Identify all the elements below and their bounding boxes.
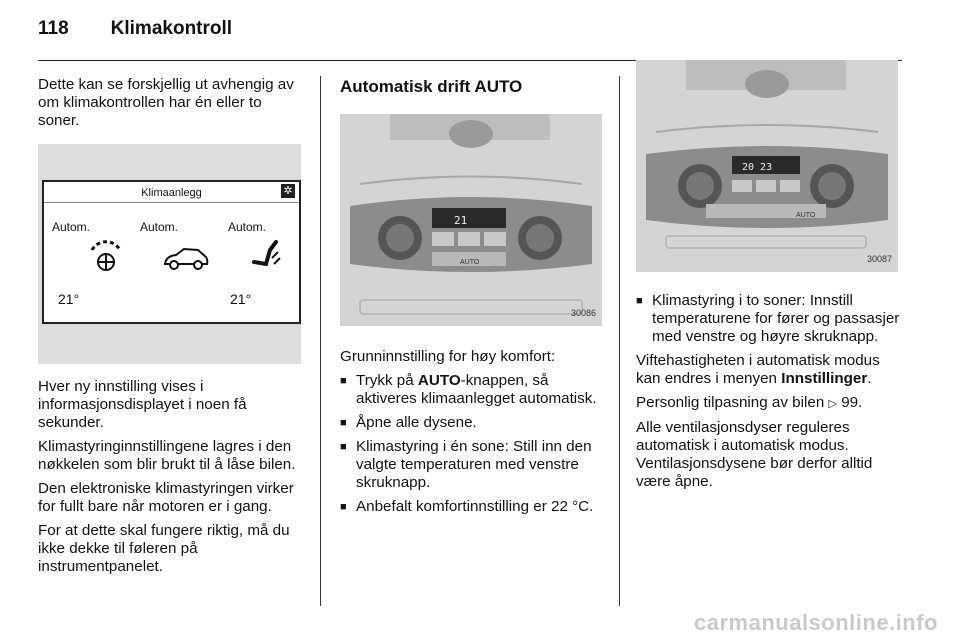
list-item: ■ Trykk på AUTO-knappen, så aktiveres klimaanlegget automatisk.	[340, 372, 605, 408]
paragraph-fan-speed: Viftehastigheten i automatisk modus kan endres i menyen Innstillinger.	[636, 352, 880, 387]
paragraph-3: Den elektroniske klimastyringen virker for fullt bare når motoren er i gang.	[38, 480, 294, 515]
column-1	[38, 76, 303, 582]
paragraph-2: Klimastyringinnstillingene lagres i den nøkkelen som blir brukt til å låse bilen.	[38, 438, 296, 473]
list-item: ■ Klimastyring i én sone: Still inn den valgte temperaturen med venstre skruknapp.	[340, 438, 605, 492]
list-item: ■ Anbefalt komfortinnstilling er 22 °C.	[340, 498, 605, 516]
column-3	[636, 76, 902, 497]
column-2	[340, 76, 605, 522]
bullet-list	[340, 372, 605, 516]
display-illustration	[38, 144, 301, 364]
page-reference[interactable]: 99	[841, 394, 859, 411]
column-divider-2	[619, 76, 620, 606]
panel-auto-button-label: AUTO	[796, 212, 816, 219]
temp-left: 21°	[58, 291, 80, 307]
watermark: carmanualsonline.info	[694, 610, 938, 635]
triangle-ref-icon: ▷	[828, 398, 837, 410]
column-divider-1	[320, 76, 321, 606]
list-item: ■ Klimastyring i to soner: Innstill temperaturene for fører og passasjer med venstre og høyre skruknapp.	[636, 292, 902, 346]
control-panel-photo-single-zone	[340, 114, 602, 326]
page-title: Klimakontroll	[110, 18, 233, 39]
panel-display-readout: 20 23	[742, 162, 773, 173]
auto-button-ref: AUTO	[417, 372, 461, 389]
paragraph-vents: Alle ventilasjonsdyser reguleres automatisk i automatisk modus. Ventilasjonsdysene bør derfor alltid være åpne.	[636, 419, 873, 490]
settings-menu-ref: Innstillinger	[781, 370, 868, 387]
temp-right: 21°	[230, 291, 252, 307]
display-title-bar	[44, 182, 299, 203]
photo-number: 30087	[866, 254, 892, 264]
car-icon	[162, 246, 210, 272]
page-header	[38, 18, 232, 40]
auto-label-right: Autom.	[228, 220, 267, 234]
seat-airflow-icon	[248, 236, 282, 270]
auto-label-left: Autom.	[52, 220, 91, 234]
panel-display-readout: 21	[454, 214, 468, 227]
bullet-list	[636, 292, 902, 346]
control-panel-graphic	[340, 114, 602, 326]
paragraph-1: Hver ny innstilling vises i informasjonsdisplayet i noen få sekunder.	[38, 378, 247, 431]
fan-icon	[88, 238, 124, 274]
control-panel-photo-dual-zone	[636, 60, 898, 272]
page-number: 118	[38, 18, 69, 39]
list-item: ■ Åpne alle dysene.	[340, 414, 605, 432]
intro-paragraph: Dette kan se forskjellig ut avhengig av om klimakontrollen har én eller to soner.	[38, 76, 294, 129]
section-heading: Automatisk drift AUTO	[340, 77, 523, 96]
photo-number: 30086	[570, 308, 596, 318]
gear-icon: ✲	[281, 184, 295, 198]
panel-auto-button-label: AUTO	[460, 259, 480, 266]
climate-display	[42, 180, 301, 324]
paragraph-4: For at dette skal fungere riktig, må du ikke dekke til føleren på instrumentpanelet.	[38, 522, 290, 575]
paragraph-personalization: Personlig tilpasning av bilen ▷ 99.	[636, 394, 863, 411]
auto-label-mid: Autom.	[140, 220, 179, 234]
display-title: Klimaanlegg	[141, 187, 202, 199]
lead-paragraph: Grunninnstilling for høy komfort:	[340, 348, 556, 365]
